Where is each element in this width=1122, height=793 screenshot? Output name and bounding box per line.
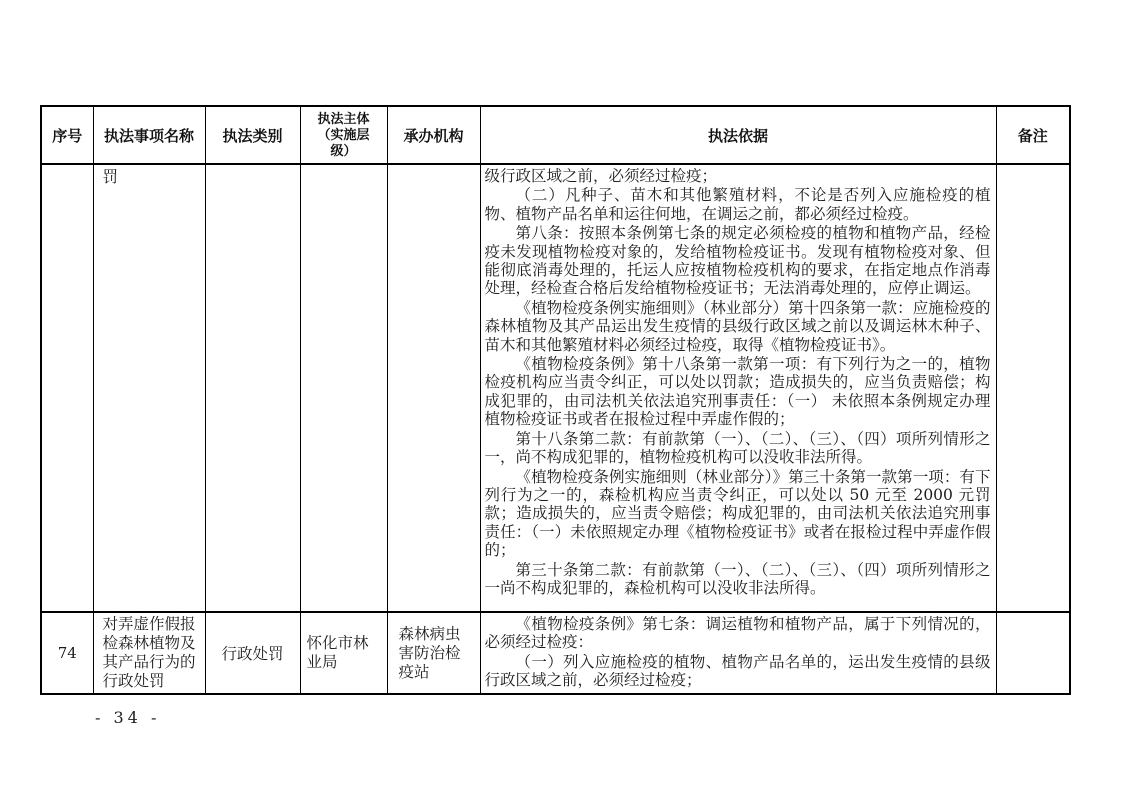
legal-basis-paragraph: 第八条：按照本条例第七条的规定必须检疫的植物和植物产品，经检疫未发现植物检疫对象的，发给植物检疫证书。发现有植物检疫对象、但能彻底消毒处理的，托运人应按植物检疫机构的要求，在指定地点作消毒处理，经检查合格后发给植物检疫证书；无法消毒处理的，应停止调运。 bbox=[484, 224, 991, 298]
cell-legal-basis bbox=[480, 164, 996, 612]
legal-basis-paragraph: 第三十条第二款：有前款第（一）、（二）、（三）、（四）项所列情形之一尚不构成犯罪的，森检机构可以没收非法所得。 bbox=[484, 560, 991, 597]
legal-basis-paragraph: 《植物检疫条例实施细则（林业部分）》第三十条第一款第一项：有下列行为之一的，森检机构应当责令纠正，可以处以 50 元至 2000 元罚款；造成损失的，应当责令赔偿；构成犯罪的，由司法机关依法追究刑事责任：（一）未依照规定办理《植物检疫证书》或者在报检过程中弄虚作假的； bbox=[484, 467, 991, 560]
legal-basis-paragraph: 级行政区域之前，必须经过检疫； bbox=[484, 167, 718, 185]
column-header-category: 执法类别 bbox=[205, 106, 300, 164]
cell-agency: 森林病虫害防治检疫站 bbox=[387, 612, 480, 694]
cell-remark bbox=[996, 612, 1070, 694]
cell-matter-name: 罚 bbox=[93, 164, 205, 612]
table-header-row bbox=[41, 106, 1070, 164]
cell-serial bbox=[41, 164, 93, 612]
column-header-matter-name: 执法事项名称 bbox=[93, 106, 205, 164]
table-row-74 bbox=[41, 612, 1070, 694]
enforcement-matters-table bbox=[40, 105, 1071, 695]
legal-basis-paragraph: 第十八条第二款：有前款第（一）、（二）、（三）、（四）项所列情形之一，尚不构成犯罪的，植物检疫机构可以没收非法所得。 bbox=[484, 429, 991, 467]
column-header-serial: 序号 bbox=[41, 106, 93, 164]
legal-basis-paragraph: 《植物检疫条例》第十八条第一款第一项：有下列行为之一的，植物检疫机构应当责令纠正，可以处以罚款；造成损失的，应当负责赔偿；构成犯罪的，由司法机关依法追究刑事责任：（一） 未依照本条例规定办理植物检疫证书或者在报检过程中弄虚作假的； bbox=[484, 355, 991, 429]
legal-basis-paragraph: 《植物检疫条例实施细则》（林业部分）第十四条第一款：应施检疫的森林植物及其产品运出发生疫情的县级行政区域之前以及调运林木种子、苗木和其他繁殖材料必须经过检疫，取得《植物检疫证书》。 bbox=[484, 298, 991, 354]
cell-subject: 怀化市林业局 bbox=[300, 612, 387, 694]
cell-category: 行政处罚 bbox=[205, 612, 300, 694]
column-header-agency: 承办机构 bbox=[387, 106, 480, 164]
cell-subject bbox=[300, 164, 387, 612]
cell-remark bbox=[996, 164, 1070, 612]
cell-legal-basis bbox=[480, 612, 996, 694]
column-header-remark: 备注 bbox=[996, 106, 1070, 164]
cell-agency bbox=[387, 164, 480, 612]
legal-basis-paragraph: （一）列入应施检疫的植物、植物产品名单的，运出发生疫情的县级行政区域之前，必须经过检疫； bbox=[484, 652, 991, 690]
cell-matter-name: 对弄虚作假报检森林植物及其产品行为的行政处罚 bbox=[93, 612, 205, 694]
legal-basis-paragraph: （二）凡种子、苗木和其他繁殖材料，不论是否列入应施检疫的植物、植物产品名单和运往何地，在调运之前，都必须经过检疫。 bbox=[484, 186, 991, 223]
column-header-basis: 执法依据 bbox=[480, 106, 996, 164]
column-header-subject: 执法主体（实施层级） bbox=[300, 106, 387, 164]
page-number: - 34 - bbox=[95, 708, 161, 727]
cell-serial: 74 bbox=[41, 612, 93, 694]
legal-basis-paragraph: 《植物检疫条例》第七条：调运植物和植物产品，属于下列情况的，必须经过检疫： bbox=[484, 615, 991, 652]
cell-category bbox=[205, 164, 300, 612]
table-row-continuation bbox=[41, 164, 1070, 612]
